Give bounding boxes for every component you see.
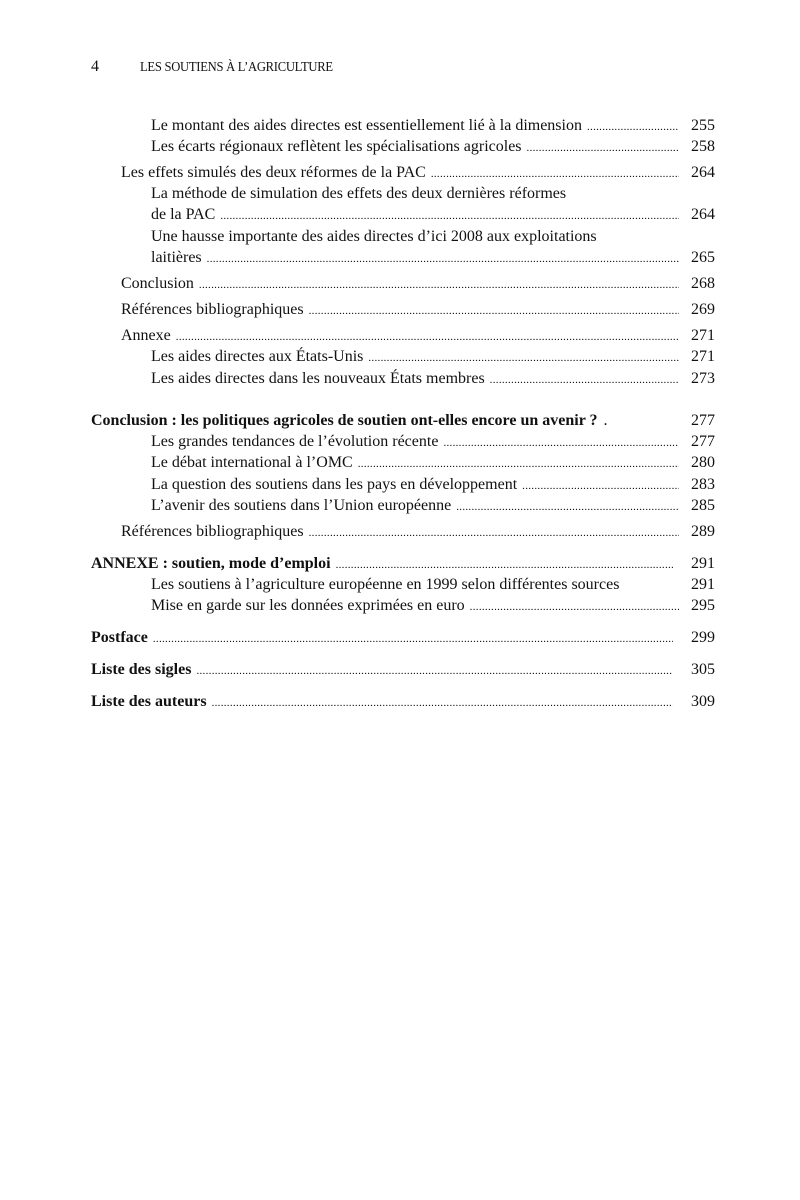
toc-entry xyxy=(121,163,715,184)
toc-entry-title: Mise en garde sur les données exprimées en euro xyxy=(151,597,465,614)
toc-entry xyxy=(151,227,715,248)
toc-entry-page: 264 xyxy=(691,206,715,223)
toc-entry-title: L’avenir des soutiens dans l’Union européenne xyxy=(151,497,452,514)
toc-entry-page: 265 xyxy=(691,249,715,266)
dot-leader xyxy=(212,693,673,713)
toc-entry xyxy=(151,248,715,269)
dot-leader xyxy=(522,476,679,496)
dot-leader xyxy=(456,497,679,517)
toc-entry xyxy=(121,326,715,347)
dot-leader xyxy=(490,370,679,390)
toc-entry-page: 277 xyxy=(691,433,715,450)
toc-entry-page: 264 xyxy=(691,164,715,181)
toc-entry-title: La méthode de simulation des effets des deux dernières réformes xyxy=(151,185,567,202)
toc-entry-title: Conclusion : les politiques agricoles de soutien ont-elles encore un avenir ? xyxy=(91,412,598,429)
toc-entry-page: 271 xyxy=(691,327,715,344)
toc-entry-page: 269 xyxy=(691,301,715,318)
dot-leader xyxy=(358,454,679,474)
toc-entry-page: 291 xyxy=(691,576,715,593)
dot-leader xyxy=(196,661,673,681)
toc-entry-title: Une hausse importante des aides directes d’ici 2008 aux exploitations xyxy=(151,228,597,245)
dot-leader xyxy=(470,597,679,617)
toc-entry-page: 299 xyxy=(691,629,715,646)
toc-entry-title: Liste des sigles xyxy=(91,661,192,678)
toc-entry-title: Les effets simulés des deux réformes de la PAC xyxy=(121,164,426,181)
dot-leader xyxy=(527,138,679,158)
toc-entry xyxy=(151,575,715,596)
dot-leader xyxy=(431,164,679,184)
toc-entry-title: laitières xyxy=(151,249,202,266)
dot-leader xyxy=(368,348,679,368)
toc-entry xyxy=(151,475,715,496)
dot-leader xyxy=(220,206,679,226)
toc-entry-page: 305 xyxy=(691,661,715,678)
toc-entry-page: 295 xyxy=(691,597,715,614)
toc-entry-page: 289 xyxy=(691,523,715,540)
toc-entry-title: Liste des auteurs xyxy=(91,693,207,710)
toc-entry-page: 285 xyxy=(691,497,715,514)
toc-entry xyxy=(121,274,715,295)
toc-entry-title: La question des soutiens dans les pays en développement xyxy=(151,476,518,493)
dot-leader xyxy=(176,327,679,347)
dot-leader xyxy=(207,249,679,269)
toc-entry-title: Annexe xyxy=(121,327,171,344)
toc-entry-title: Le montant des aides directes est essentiellement lié à la dimension xyxy=(151,117,582,134)
toc-entry-title: Conclusion xyxy=(121,275,194,292)
toc-entry-page: 280 xyxy=(691,454,715,471)
toc-entry-title: ANNEXE : soutien, mode d’emploi xyxy=(91,555,331,572)
toc-entry xyxy=(91,411,715,432)
toc-entry-title: Les soutiens à l’agriculture européenne en 1999 selon différentes sources xyxy=(151,576,620,593)
toc-entry xyxy=(151,137,715,158)
toc-entry xyxy=(121,300,715,321)
toc-entry-title: Les écarts régionaux reflètent les spécialisations agricoles xyxy=(151,138,522,155)
toc-entry-page: 255 xyxy=(691,117,715,134)
dot-leader xyxy=(443,433,679,453)
toc-entry-title: Postface xyxy=(91,629,148,646)
toc-entry-page: 309 xyxy=(691,693,715,710)
toc-entry xyxy=(91,660,715,681)
dot-leader xyxy=(309,523,679,543)
toc-entry-title: Les grandes tendances de l’évolution récente xyxy=(151,433,439,450)
toc-entry xyxy=(151,432,715,453)
toc-entry xyxy=(121,522,715,543)
toc-entry xyxy=(151,496,715,517)
dot-leader xyxy=(336,555,673,575)
toc-entry-page: 258 xyxy=(691,138,715,155)
running-title: LES SOUTIENS À L’AGRICULTURE xyxy=(140,60,333,75)
toc-entry-page: 273 xyxy=(691,370,715,387)
dot-leader xyxy=(309,301,679,321)
dot-leader xyxy=(153,629,673,649)
toc-entry-page: 291 xyxy=(691,555,715,572)
toc-entry xyxy=(151,596,715,617)
toc-entry-page: 283 xyxy=(691,476,715,493)
toc-entry xyxy=(151,369,715,390)
dot-leader xyxy=(199,275,679,295)
toc-entry xyxy=(151,347,715,368)
toc-entry xyxy=(151,116,715,137)
toc-entry-title: Références bibliographiques xyxy=(121,301,304,318)
toc-entry-page: 268 xyxy=(691,275,715,292)
toc-entry xyxy=(91,692,715,713)
toc-entry-title: de la PAC xyxy=(151,206,216,223)
toc-entry-page: 271 xyxy=(691,348,715,365)
toc-entry-title: Références bibliographiques xyxy=(121,523,304,540)
page-number: 4 xyxy=(91,58,99,75)
toc-entry xyxy=(91,554,715,575)
toc-entry-page: 277 xyxy=(691,412,715,429)
toc-entry-title: Les aides directes dans les nouveaux États membres xyxy=(151,370,485,387)
toc-entry xyxy=(151,205,715,226)
dot-leader xyxy=(587,117,679,137)
toc-entry-title: Les aides directes aux États-Unis xyxy=(151,348,364,365)
toc-entry xyxy=(91,628,715,649)
toc-entry xyxy=(151,184,715,205)
dot-leader: . xyxy=(603,412,608,429)
toc-entry xyxy=(151,453,715,474)
toc-entry-title: Le débat international à l’OMC xyxy=(151,454,353,471)
